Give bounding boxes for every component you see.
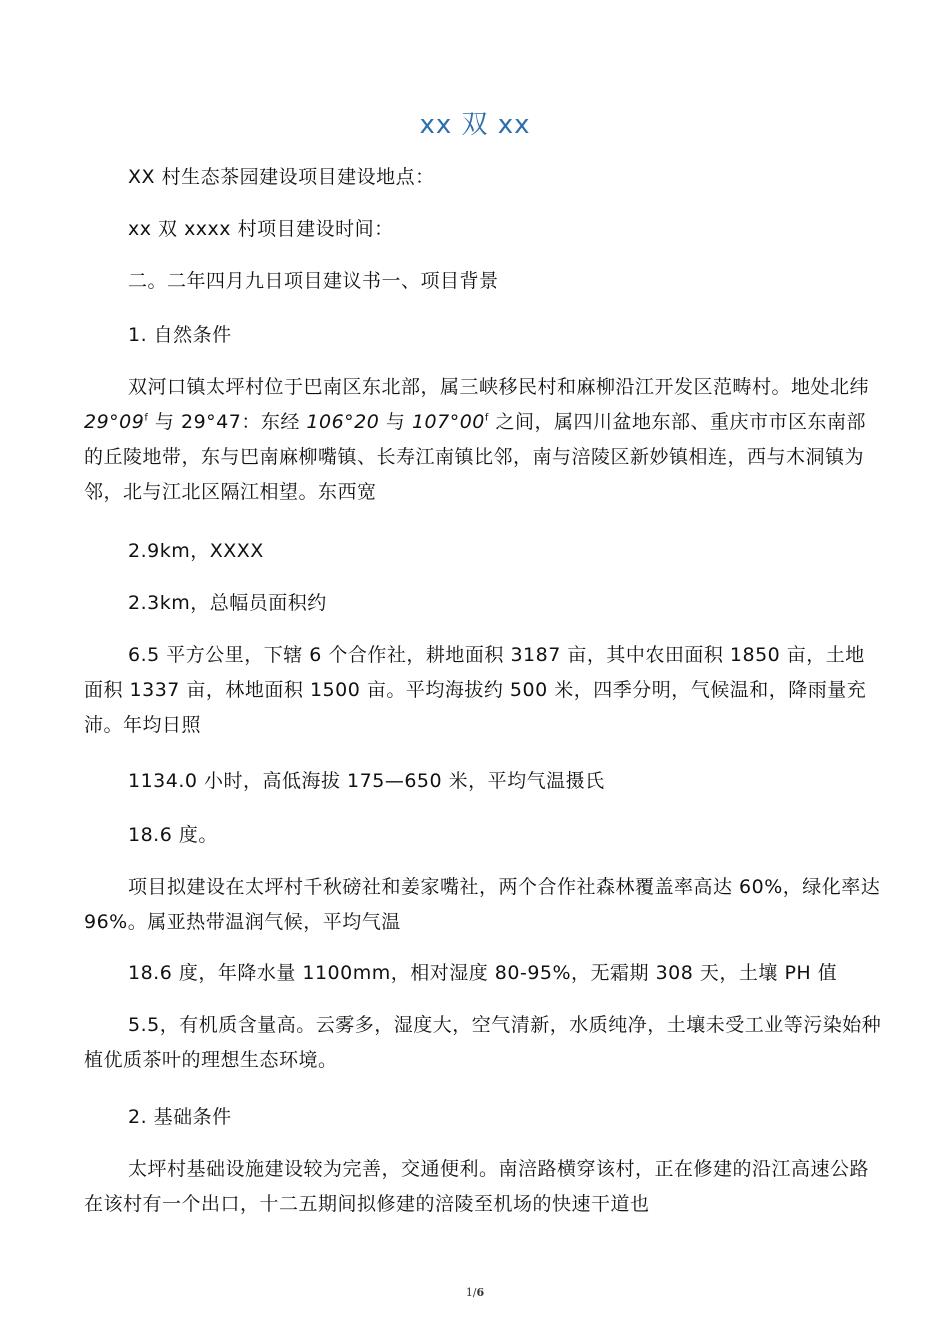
project-location-line: XX 村生态茶园建设项目建设地点： [128, 166, 435, 188]
page-current: 1/ [465, 1286, 477, 1299]
p1-text-d: 与 [148, 411, 181, 433]
paragraph-environment: 5.5，有机质含量高。云雾多，湿度大，空气清新，水质纯净，土壤未受工业等污染始种植优质茶叶的理想生态环境。 [84, 1014, 882, 1071]
p1-sup2: f [484, 412, 489, 424]
paragraph-area: 6.5 平方公里，下辖 6 个合作社，耕地面积 3187 亩，其中农田面积 1850 亩，土地面积 1337 亩，林地面积 1500 亩。平均海拔约 500 米，四季分明，气候温和，降雨量充沛。年均日照 [84, 644, 867, 736]
sunshine-line: 1134.0 小时，高低海拔 175—650 米，平均气温摄氏 [128, 770, 605, 792]
section-heading-natural: 1. 自然条件 [128, 324, 232, 346]
p1-lat1: 29°09 [84, 411, 145, 433]
climate-line: 18.6 度，年降水量 1100mm，相对湿度 80-95%，无霜期 308 天，土壤 PH 值 [128, 962, 838, 984]
p1-lon2: 107°00 [411, 411, 485, 433]
p1-text-h: 与 [379, 411, 412, 433]
p1-text-k: 之间，属四川盆地东部、重庆市市区东南部的丘陵地带，东与巴南麻柳嘴镇、长寿江南镇比邻，南与涪陵区新妙镇相连，西与木洞镇为邻，北与江北区隔江相望。东西宽 [84, 411, 866, 503]
p1-lon1: 106°20 [306, 411, 380, 433]
paragraph-location [84, 370, 884, 510]
p1-text-f: ：东经 [241, 411, 307, 433]
section-heading-infrastructure: 2. 基础条件 [128, 1106, 232, 1128]
temperature-line: 18.6 度。 [128, 824, 218, 846]
project-time-line: xx 双 xxxx 村项目建设时间： [128, 218, 394, 240]
p1-lat2: 29°47 [180, 411, 242, 433]
page-total: 6 [476, 1286, 485, 1299]
area-line: 2.3km，总幅员面积约 [128, 592, 327, 614]
paragraph-infrastructure: 太坪村基础设施建设较为完善，交通便利。南涪路横穿该村，正在修建的沿江高速公路在该村有一个出口，十二五期间拟修建的涪陵至机场的快速干道也 [84, 1158, 870, 1215]
width-line: 2.9km，XXXX [128, 540, 264, 562]
p1-sup1: f [144, 412, 149, 424]
p1-text-a: 双河口镇太坪村位于巴南区东北部，属三峡移民村和麻柳沿江开发区范畴村。地处北纬 [128, 376, 870, 398]
document-title: xx 双 xx [419, 110, 531, 140]
paragraph-project-site: 项目拟建设在太坪村千秋磅社和姜家嘴社，两个合作社森林覆盖率高达 60%，绿化率达 96%。属亚热带温润气候，平均气温 [84, 876, 881, 933]
page-number [0, 1286, 950, 1299]
project-date-line: 二。二年四月九日项目建议书一、项目背景 [128, 270, 499, 292]
